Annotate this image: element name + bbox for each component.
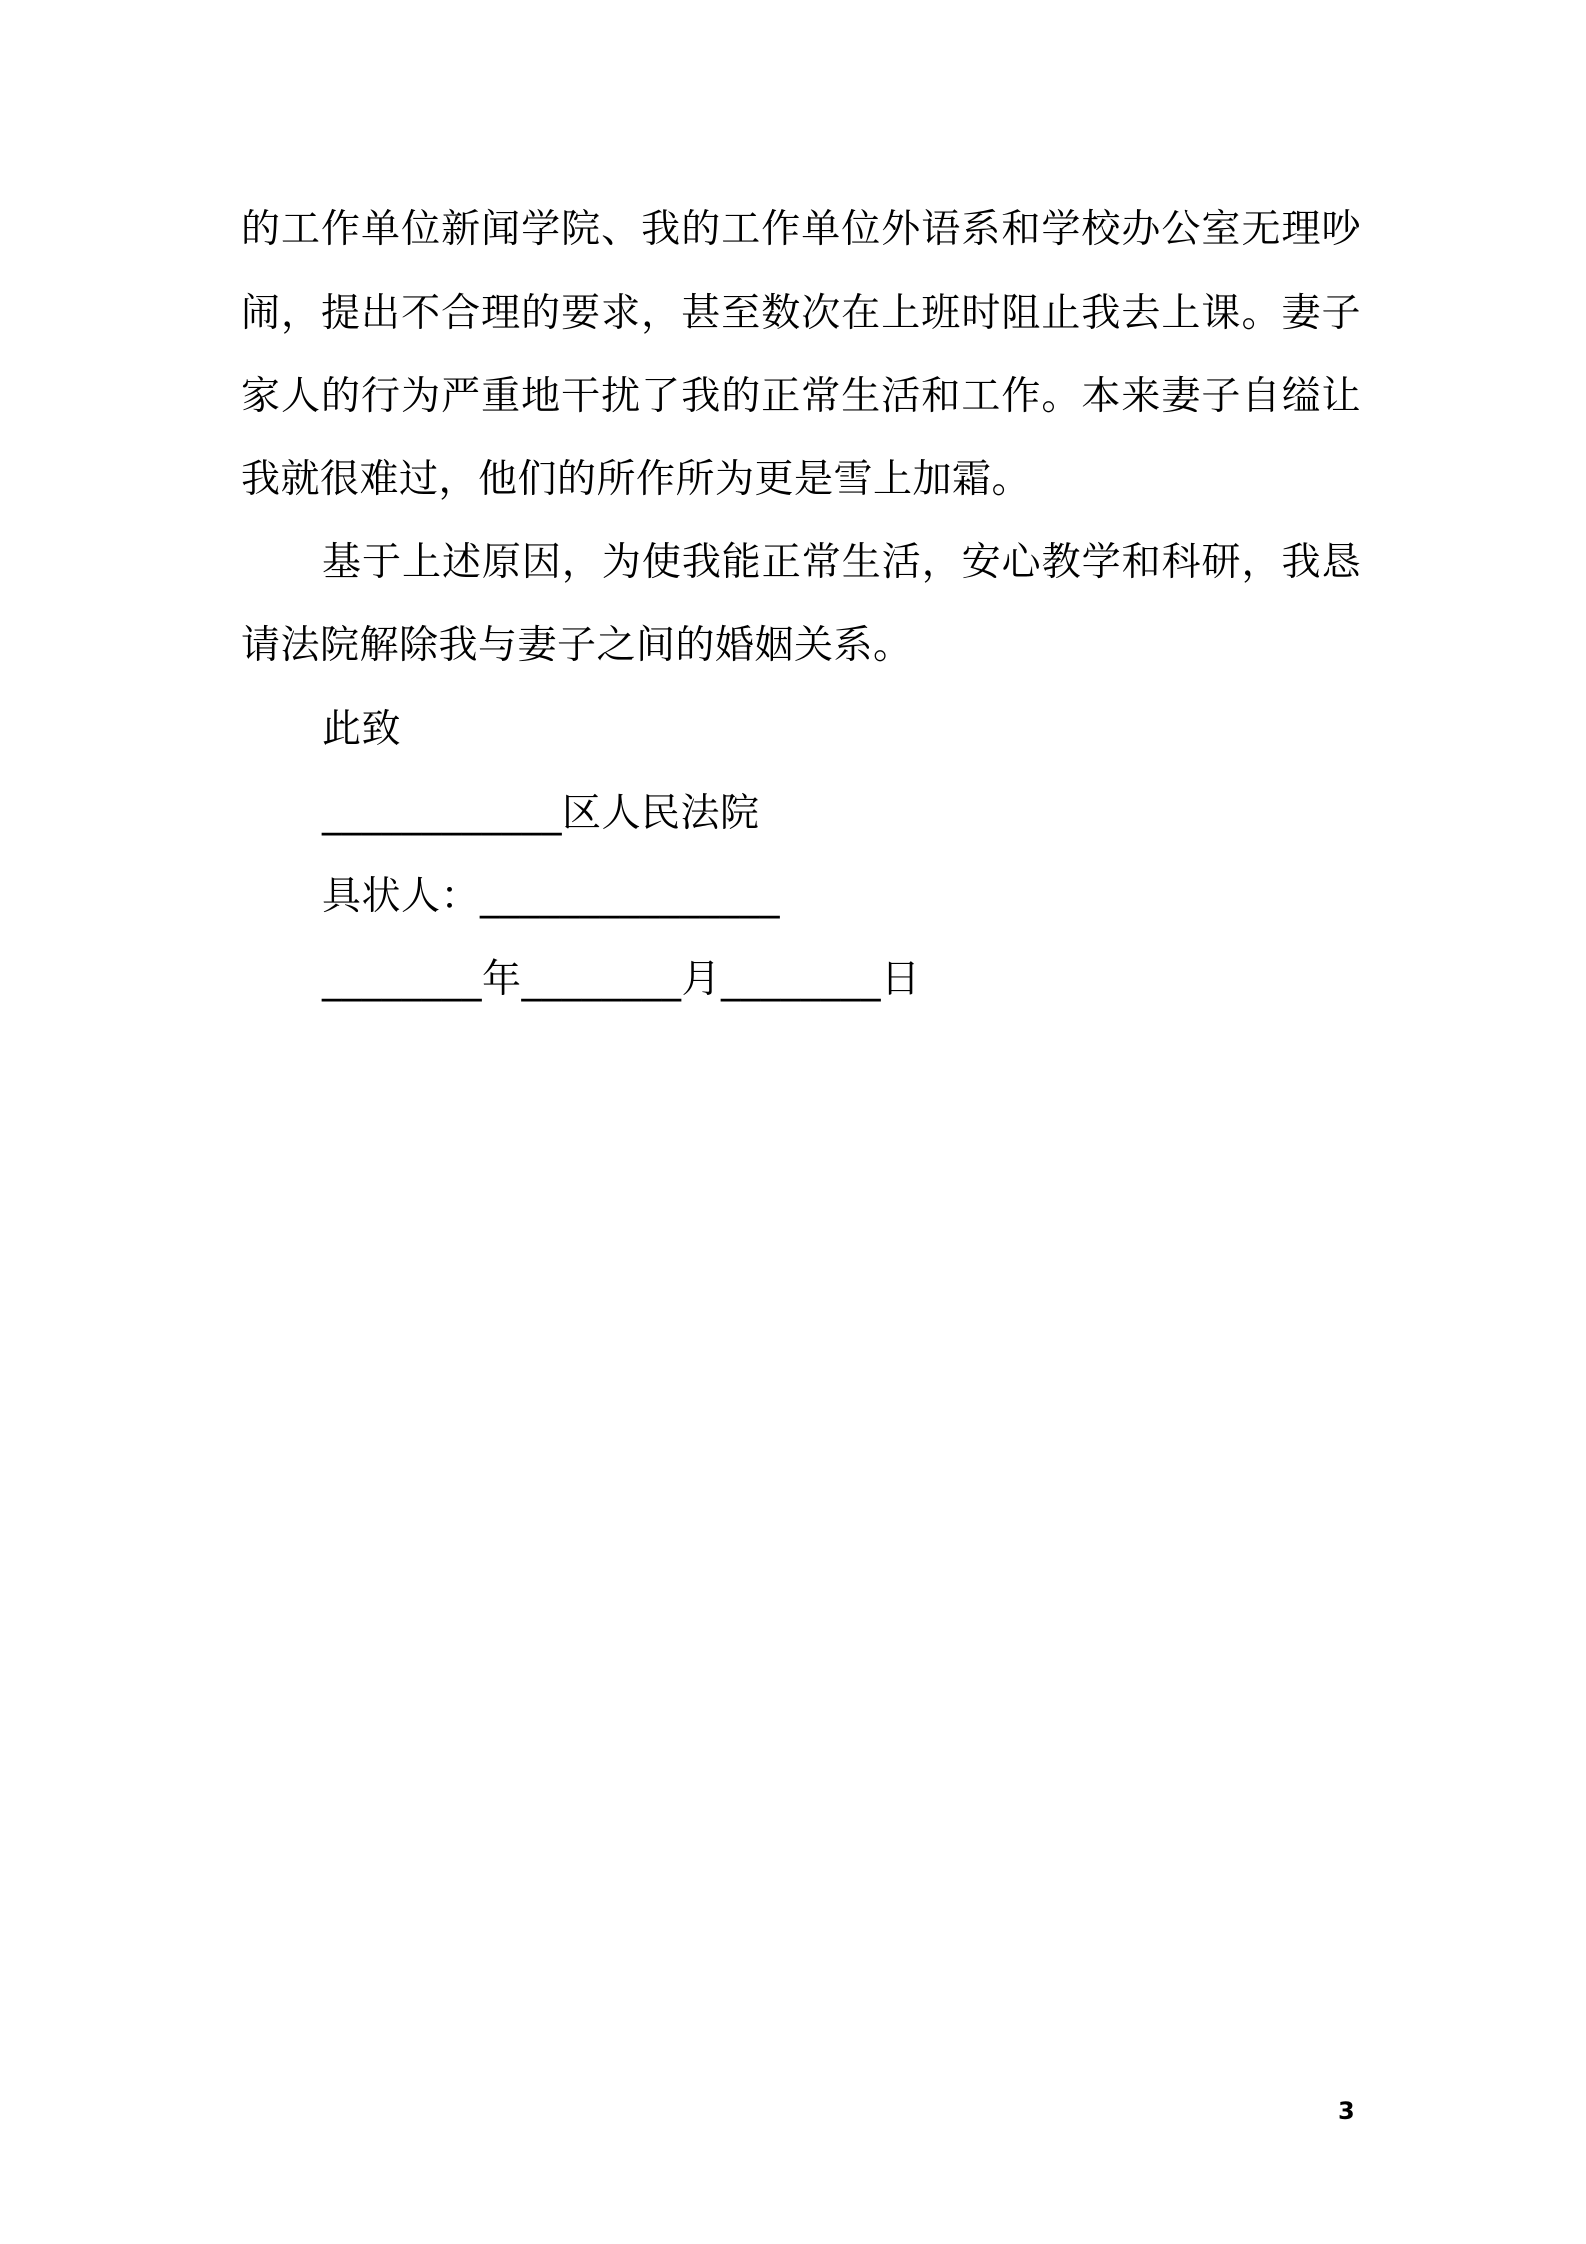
paragraph-1-line-2: 闹，提出不合理的要求，甚至数次在上班时阻止我去上课。妻子 bbox=[241, 291, 1361, 336]
paragraph-1-line-4: 我就很难过，他们的所作所为更是雪上加霜。 bbox=[241, 457, 1032, 502]
paragraph-1-line-1: 的工作单位新闻学院、我的工作单位外语系和学校办公室无理吵 bbox=[241, 207, 1361, 252]
salutation: 此致 bbox=[322, 707, 402, 752]
paragraph-1-line-3: 家人的行为严重地干扰了我的正常生活和工作。本来妻子自缢让 bbox=[241, 374, 1361, 419]
date-line: ________年________月________日 bbox=[322, 957, 921, 1002]
page-number: 3 bbox=[1338, 2097, 1355, 2125]
paragraph-2-line-1: 基于上述原因，为使我能正常生活，安心教学和科研，我恳 bbox=[322, 540, 1361, 585]
paragraph-2-line-2: 请法院解除我与妻子之间的婚姻关系。 bbox=[241, 623, 913, 668]
court-addressee: ____________区人民法院 bbox=[322, 791, 760, 836]
plaintiff-signature-line: 具状人：_______________ bbox=[322, 874, 781, 919]
